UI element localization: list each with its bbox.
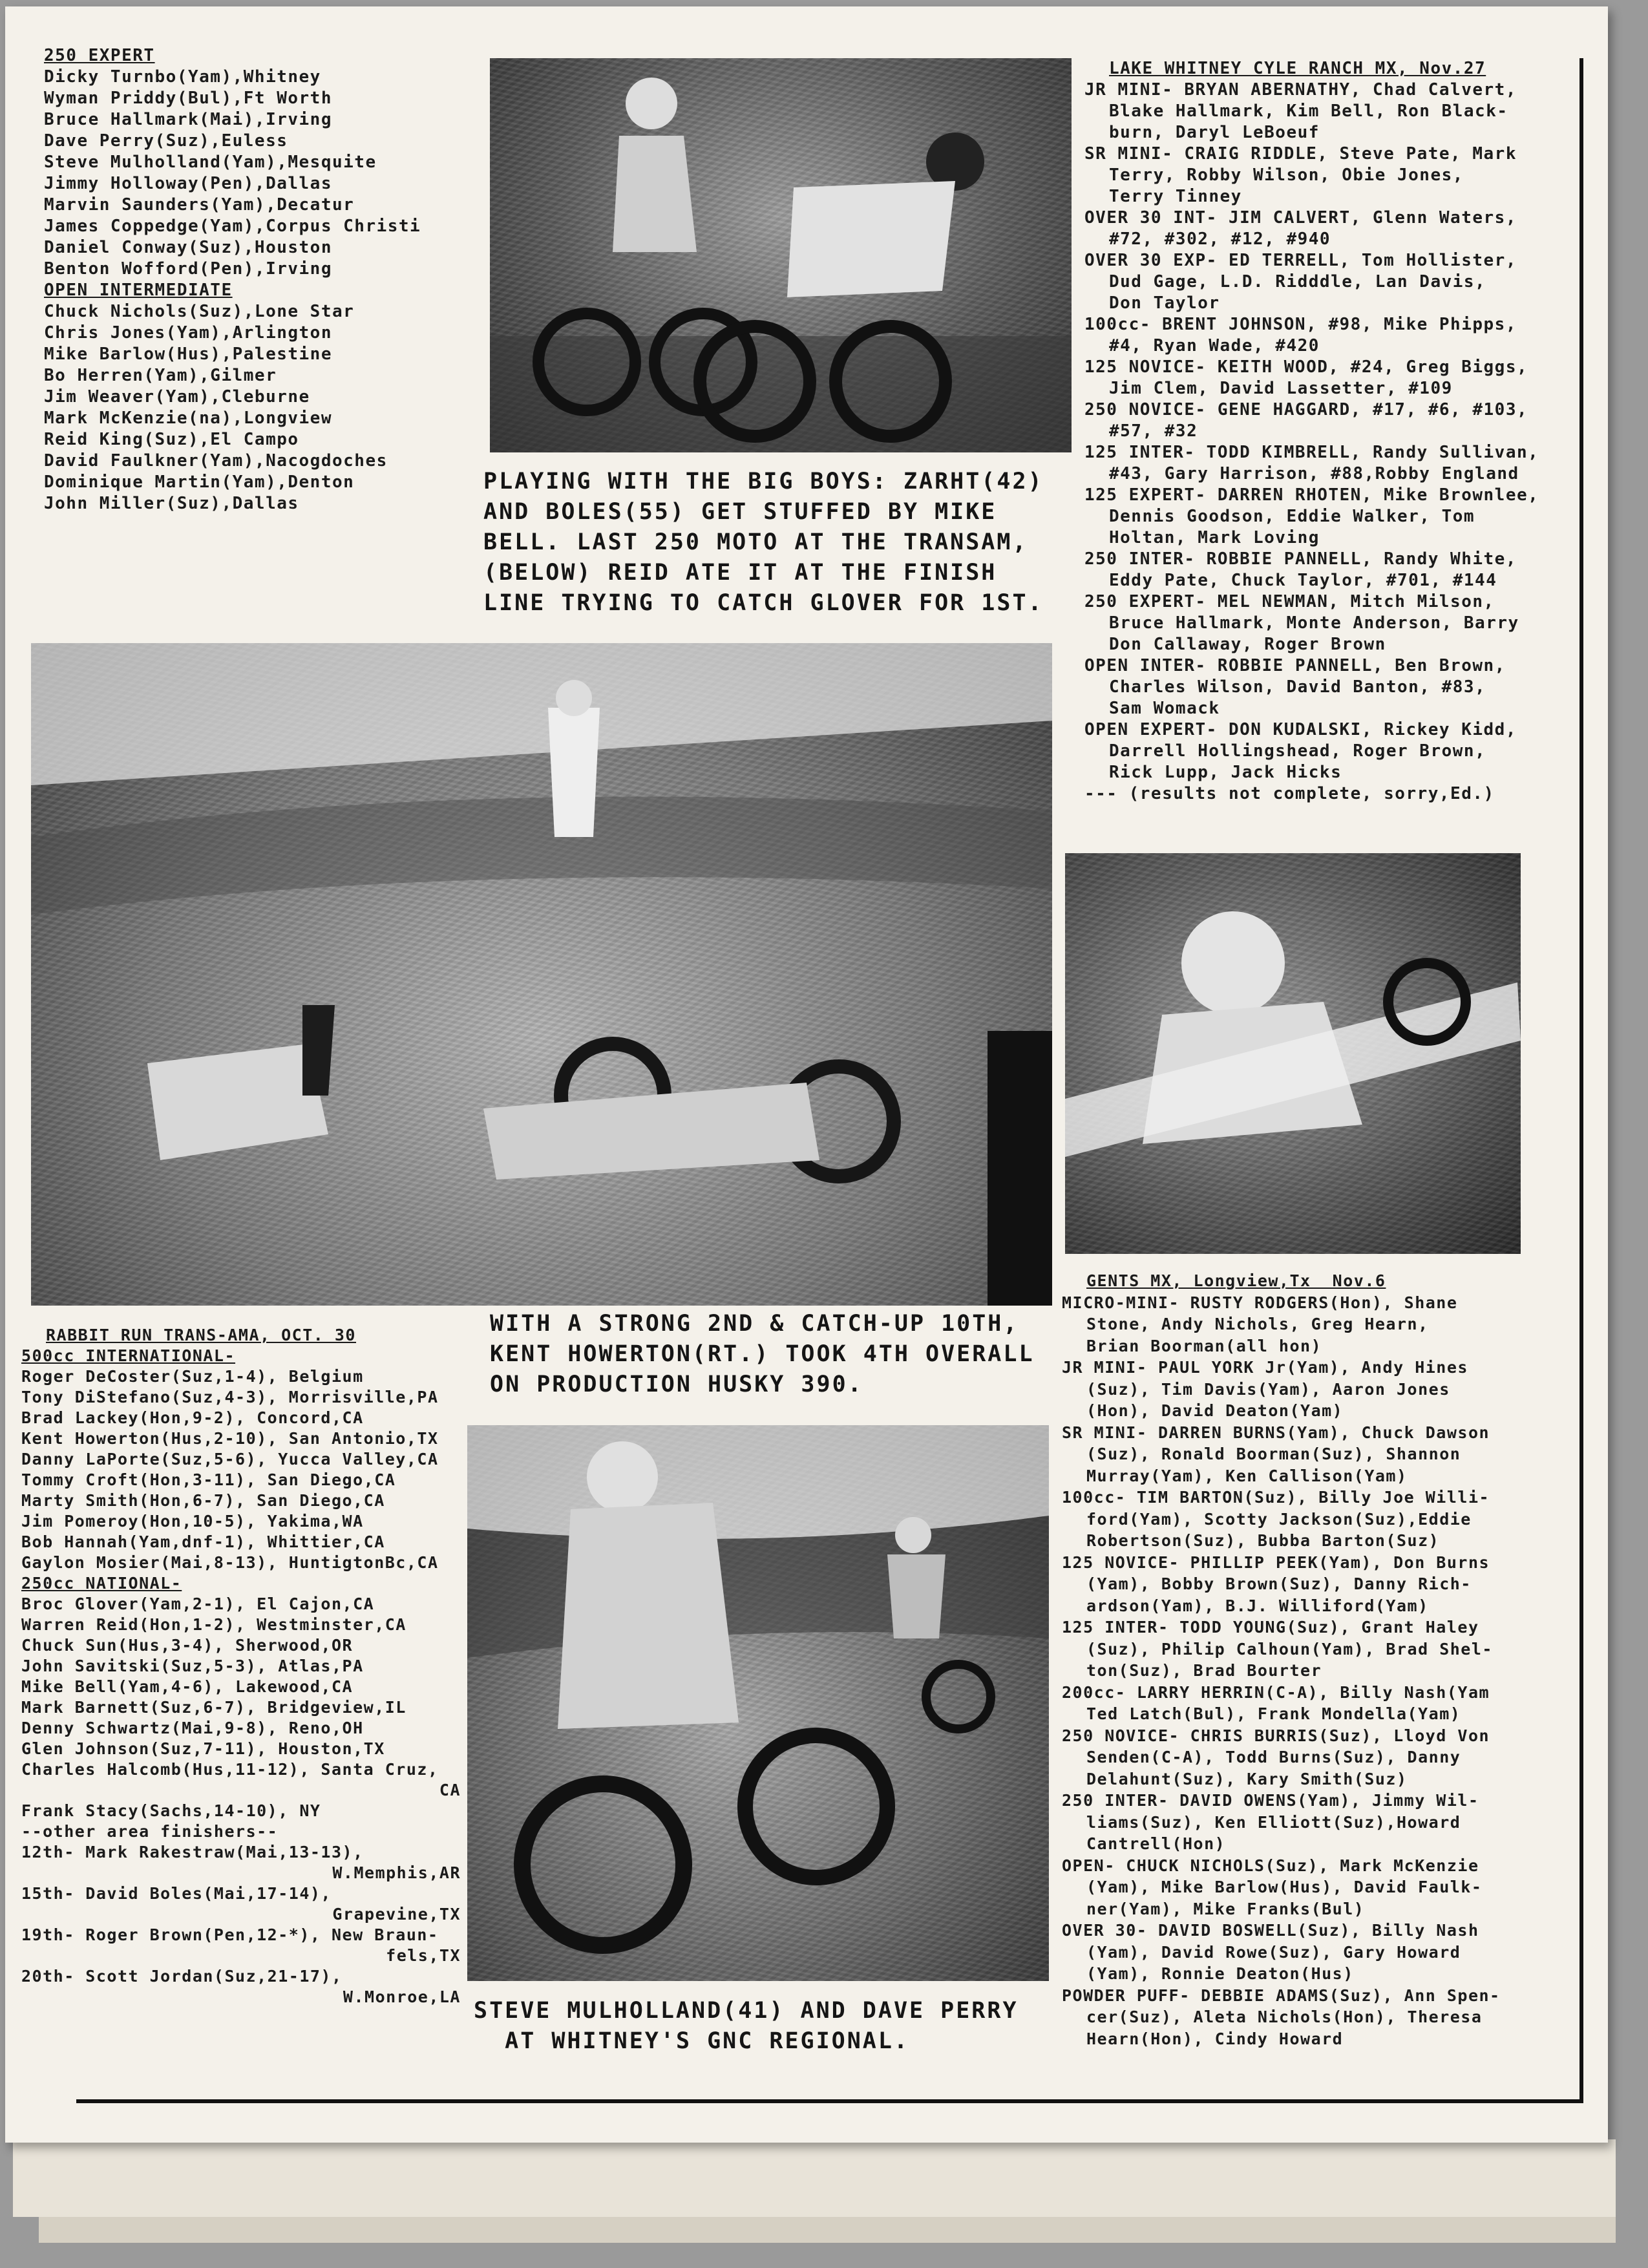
result-line: Tony DiStefano(Suz,4-3), Morrisville,PA bbox=[21, 1388, 439, 1406]
result-line: 19th- Roger Brown(Pen,12-*), New Braun- bbox=[21, 1925, 439, 1944]
result-line: Ted Latch(Bul), Frank Mondella(Yam) bbox=[1086, 1704, 1461, 1723]
result-line: OVER 30- DAVID BOSWELL(Suz), Billy Nash bbox=[1062, 1921, 1479, 1940]
result-line: Dave Perry(Suz),Euless bbox=[44, 131, 288, 151]
result-line: MICRO-MINI- RUSTY RODGERS(Hon), Shane bbox=[1062, 1293, 1458, 1312]
result-line: GENTS MX, Longview,Tx Nov.6 bbox=[1086, 1271, 1386, 1290]
magazine-page bbox=[5, 6, 1608, 2143]
result-line: Marty Smith(Hon,6-7), San Diego,CA bbox=[21, 1491, 385, 1510]
result-line: 250 INTER- DAVID OWENS(Yam), Jimmy Wil- bbox=[1062, 1791, 1479, 1810]
photo-mulholland-perry bbox=[467, 1425, 1049, 1981]
result-line: Blake Hallmark, Kim Bell, Ron Black- bbox=[1109, 101, 1508, 121]
results-250-expert-open-intermediate bbox=[44, 45, 496, 514]
result-line: #72, #302, #12, #940 bbox=[1109, 229, 1331, 249]
result-line: --other area finishers-- bbox=[21, 1822, 279, 1841]
result-line: Bo Herren(Yam),Gilmer bbox=[44, 366, 277, 385]
result-line: Jim Pomeroy(Hon,10-5), Yakima,WA bbox=[21, 1512, 364, 1531]
result-line: Holtan, Mark Loving bbox=[1109, 528, 1320, 547]
result-line: 100cc- TIM BARTON(Suz), Billy Joe Willi- bbox=[1062, 1488, 1490, 1507]
result-line: Jim Clem, David Lassetter, #109 bbox=[1109, 379, 1453, 398]
result-line: SR MINI- CRAIG RIDDLE, Steve Pate, Mark bbox=[1084, 144, 1517, 164]
result-line: burn, Daryl LeBoeuf bbox=[1109, 123, 1320, 142]
result-line: RABBIT RUN TRANS-AMA, OCT. 30 bbox=[46, 1326, 356, 1344]
results-gents-mx-longview bbox=[1062, 1270, 1598, 2050]
result-line: Gaylon Mosier(Mai,8-13), HuntigtonBc,CA bbox=[21, 1553, 439, 1572]
result-line: POWDER PUFF- DEBBIE ADAMS(Suz), Ann Spen- bbox=[1062, 1986, 1501, 2005]
result-line: Charles Wilson, David Banton, #83, bbox=[1109, 677, 1486, 697]
result-line: Sam Womack bbox=[1109, 699, 1220, 718]
result-line: ner(Yam), Mike Franks(Bul) bbox=[1086, 1899, 1365, 1918]
photo-riders-zarht-boles bbox=[490, 58, 1072, 452]
result-line: 250 NOVICE- CHRIS BURRIS(Suz), Lloyd Von bbox=[1062, 1726, 1490, 1745]
result-line: W.Monroe,LA bbox=[343, 1987, 461, 2006]
result-line: Tommy Croft(Hon,3-11), San Diego,CA bbox=[21, 1470, 396, 1489]
result-line: Bob Hannah(Yam,dnf-1), Whittier,CA bbox=[21, 1532, 385, 1551]
result-line: JR MINI- PAUL YORK Jr(Yam), Andy Hines bbox=[1062, 1358, 1468, 1377]
photo-reid-crash-finish-line bbox=[31, 643, 1052, 1306]
result-line: Warren Reid(Hon,1-2), Westminster,CA bbox=[21, 1615, 407, 1634]
result-line: Bruce Hallmark(Mai),Irving bbox=[44, 110, 332, 129]
result-line: 200cc- LARRY HERRIN(C-A), Billy Nash(Yam bbox=[1062, 1682, 1490, 1702]
results-rabbit-run-trans-ama bbox=[21, 1325, 487, 2008]
result-line: Bruce Hallmark, Monte Anderson, Barry bbox=[1109, 613, 1519, 633]
result-line: Mark McKenzie(na),Longview bbox=[44, 408, 332, 428]
result-line: Chuck Nichols(Suz),Lone Star bbox=[44, 302, 355, 321]
result-line: Mark Barnett(Suz,6-7), Bridgeview,IL bbox=[21, 1698, 407, 1717]
result-line: OPEN INTER- ROBBIE PANNELL, Ben Brown, bbox=[1084, 656, 1506, 675]
result-line: OVER 30 EXP- ED TERRELL, Tom Hollister, bbox=[1084, 251, 1517, 270]
caption-mulholland-perry: STEVE MULHOLLAND(41) AND DAVE PERRY AT WHITNEY'S GNC REGIONAL. bbox=[474, 1998, 1019, 2054]
result-line: 250cc NATIONAL- bbox=[21, 1574, 182, 1593]
result-line: Broc Glover(Yam,2-1), El Cajon,CA bbox=[21, 1595, 375, 1613]
result-line: Eddy Pate, Chuck Taylor, #701, #144 bbox=[1109, 571, 1497, 590]
result-line: #43, Gary Harrison, #88,Robby England bbox=[1109, 464, 1519, 483]
caption-kent-howerton: WITH A STRONG 2ND & CATCH-UP 10TH, KENT HOWERTON(RT.) TOOK 4TH OVERALL ON PRODUCTION HUSKY 390. bbox=[490, 1311, 1035, 1397]
result-line: 15th- David Boles(Mai,17-14), bbox=[21, 1884, 332, 1903]
result-line: 125 NOVICE- KEITH WOOD, #24, Greg Biggs, bbox=[1084, 357, 1528, 377]
result-line: Robertson(Suz), Bubba Barton(Suz) bbox=[1086, 1531, 1440, 1550]
result-line: 125 INTER- TODD KIMBRELL, Randy Sullivan, bbox=[1084, 443, 1539, 462]
page-border-right bbox=[1579, 58, 1583, 2103]
result-line: #4, Ryan Wade, #420 bbox=[1109, 336, 1320, 355]
result-line: Jimmy Holloway(Pen),Dallas bbox=[44, 174, 332, 193]
result-line: (Yam), Ronnie Deaton(Hus) bbox=[1086, 1964, 1354, 1983]
result-line: Glen Johnson(Suz,7-11), Houston,TX bbox=[21, 1739, 385, 1758]
result-line: (Yam), Mike Barlow(Hus), David Faulk- bbox=[1086, 1878, 1483, 1896]
result-line: Brad Lackey(Hon,9-2), Concord,CA bbox=[21, 1408, 364, 1427]
result-line: Denny Schwartz(Mai,9-8), Reno,OH bbox=[21, 1719, 364, 1737]
result-line: Brian Boorman(all hon) bbox=[1086, 1336, 1322, 1355]
result-line: cer(Suz), Aleta Nichols(Hon), Theresa bbox=[1086, 2008, 1483, 2026]
result-line: Mike Bell(Yam,4-6), Lakewood,CA bbox=[21, 1677, 354, 1696]
result-line: OPEN INTERMEDIATE bbox=[44, 281, 233, 300]
result-line: 250 NOVICE- GENE HAGGARD, #17, #6, #103, bbox=[1084, 400, 1528, 419]
result-line: David Faulkner(Yam),Nacogdoches bbox=[44, 451, 388, 471]
result-line: James Coppedge(Yam),Corpus Christi bbox=[44, 217, 421, 236]
results-lake-whitney bbox=[1084, 58, 1601, 805]
result-line: (Suz), Philip Calhoun(Yam), Brad Shel- bbox=[1086, 1639, 1493, 1659]
result-line: ton(Suz), Brad Bourter bbox=[1086, 1661, 1322, 1680]
result-line: #57, #32 bbox=[1109, 421, 1198, 441]
caption-top-photo: PLAYING WITH THE BIG BOYS: ZARHT(42) AND BOLES(55) GET STUFFED BY MIKE BELL. LAST 250 MOTO AT THE TRANSAM, (BELOW) REID ATE IT AT THE FINISH LINE TRYING TO CATCH GLOVER FOR 1ST. bbox=[483, 469, 1044, 616]
result-line: 250 INTER- ROBBIE PANNELL, Randy White, bbox=[1084, 549, 1517, 569]
result-line: (Hon), David Deaton(Yam) bbox=[1086, 1401, 1344, 1420]
result-line: JR MINI- BRYAN ABERNATHY, Chad Calvert, bbox=[1084, 80, 1517, 100]
result-line: Frank Stacy(Sachs,14-10), NY bbox=[21, 1801, 321, 1820]
result-line: W.Memphis,AR bbox=[332, 1863, 461, 1882]
result-line: SR MINI- DARREN BURNS(Yam), Chuck Dawson bbox=[1062, 1423, 1490, 1442]
result-line: Terry Tinney bbox=[1109, 187, 1242, 206]
result-line: Don Callaway, Roger Brown bbox=[1109, 635, 1386, 654]
result-line: Darrell Hollingshead, Roger Brown, bbox=[1109, 741, 1486, 761]
result-line: (Yam), Bobby Brown(Suz), Danny Rich- bbox=[1086, 1574, 1472, 1593]
result-line: --- (results not complete, sorry,Ed.) bbox=[1084, 784, 1495, 803]
page-border-bottom bbox=[76, 2099, 1582, 2103]
result-line: Daniel Conway(Suz),Houston bbox=[44, 238, 332, 257]
result-line: OPEN EXPERT- DON KUDALSKI, Rickey Kidd, bbox=[1084, 720, 1517, 739]
result-line: liams(Suz), Ken Elliott(Suz),Howard bbox=[1086, 1812, 1461, 1832]
result-line: Reid King(Suz),El Campo bbox=[44, 430, 299, 449]
result-line: 250 EXPERT bbox=[44, 46, 155, 65]
result-line: Marvin Saunders(Yam),Decatur bbox=[44, 195, 355, 215]
result-line: CA bbox=[439, 1781, 461, 1799]
result-line: OPEN- CHUCK NICHOLS(Suz), Mark McKenzie bbox=[1062, 1856, 1479, 1875]
result-line: LAKE WHITNEY CYLE RANCH MX, Nov.27 bbox=[1109, 59, 1486, 78]
result-line: Hearn(Hon), Cindy Howard bbox=[1086, 2029, 1344, 2048]
result-line: Steve Mulholland(Yam),Mesquite bbox=[44, 153, 377, 172]
result-line: Wyman Priddy(Bul),Ft Worth bbox=[44, 89, 332, 108]
result-line: 20th- Scott Jordan(Suz,21-17), bbox=[21, 1967, 343, 1986]
result-line: (Suz), Ronald Boorman(Suz), Shannon bbox=[1086, 1445, 1461, 1463]
result-line: John Miller(Suz),Dallas bbox=[44, 494, 299, 513]
result-line: Chuck Sun(Hus,3-4), Sherwood,OR bbox=[21, 1636, 354, 1655]
result-line: (Suz), Tim Davis(Yam), Aaron Jones bbox=[1086, 1379, 1450, 1399]
result-line: Danny LaPorte(Suz,5-6), Yucca Valley,CA bbox=[21, 1450, 439, 1468]
result-line: fels,TX bbox=[386, 1946, 461, 1965]
result-line: Stone, Andy Nichols, Greg Hearn, bbox=[1086, 1315, 1429, 1333]
result-line: 125 INTER- TODD YOUNG(Suz), Grant Haley bbox=[1062, 1618, 1479, 1637]
result-line: Cantrell(Hon) bbox=[1086, 1834, 1226, 1853]
result-line: 12th- Mark Rakestraw(Mai,13-13), bbox=[21, 1843, 364, 1861]
result-line: Charles Halcomb(Hus,11-12), Santa Cruz, bbox=[21, 1760, 439, 1779]
result-line: 250 EXPERT- MEL NEWMAN, Mitch Milson, bbox=[1084, 592, 1495, 611]
result-line: Murray(Yam), Ken Callison(Yam) bbox=[1086, 1466, 1408, 1485]
result-line: Kent Howerton(Hus,2-10), San Antonio,TX bbox=[21, 1429, 439, 1448]
photo-kent-howerton bbox=[1065, 853, 1521, 1254]
result-line: Chris Jones(Yam),Arlington bbox=[44, 323, 332, 343]
result-line: 125 NOVICE- PHILLIP PEEK(Yam), Don Burns bbox=[1062, 1553, 1490, 1572]
result-line: Delahunt(Suz), Kary Smith(Suz) bbox=[1086, 1769, 1408, 1788]
result-line: 125 EXPERT- DARREN RHOTEN, Mike Brownlee, bbox=[1084, 485, 1539, 505]
result-line: Senden(C-A), Todd Burns(Suz), Danny bbox=[1086, 1748, 1461, 1766]
result-line: ford(Yam), Scotty Jackson(Suz),Eddie bbox=[1086, 1509, 1472, 1529]
result-line: Dicky Turnbo(Yam),Whitney bbox=[44, 67, 321, 87]
result-line: Roger DeCoster(Suz,1-4), Belgium bbox=[21, 1367, 364, 1386]
result-line: 100cc- BRENT JOHNSON, #98, Mike Phipps, bbox=[1084, 315, 1517, 334]
result-line: 500cc INTERNATIONAL- bbox=[21, 1346, 236, 1365]
result-line: Jim Weaver(Yam),Cleburne bbox=[44, 387, 310, 407]
result-line: OVER 30 INT- JIM CALVERT, Glenn Waters, bbox=[1084, 208, 1517, 228]
page-underlay bbox=[13, 2139, 1616, 2217]
result-line: ardson(Yam), B.J. Williford(Yam) bbox=[1086, 1596, 1429, 1615]
result-line: John Savitski(Suz,5-3), Atlas,PA bbox=[21, 1657, 364, 1675]
result-line: Benton Wofford(Pen),Irving bbox=[44, 259, 332, 279]
result-line: Mike Barlow(Hus),Palestine bbox=[44, 344, 332, 364]
result-line: Dominique Martin(Yam),Denton bbox=[44, 472, 355, 492]
result-line: Terry, Robby Wilson, Obie Jones, bbox=[1109, 165, 1464, 185]
result-line: Grapevine,TX bbox=[332, 1905, 461, 1924]
result-line: Rick Lupp, Jack Hicks bbox=[1109, 763, 1342, 782]
result-line: Dennis Goodson, Eddie Walker, Tom bbox=[1109, 507, 1475, 526]
result-line: Don Taylor bbox=[1109, 293, 1220, 313]
result-line: Dud Gage, L.D. Ridddle, Lan Davis, bbox=[1109, 272, 1486, 291]
result-line: (Yam), David Rowe(Suz), Gary Howard bbox=[1086, 1942, 1461, 1962]
